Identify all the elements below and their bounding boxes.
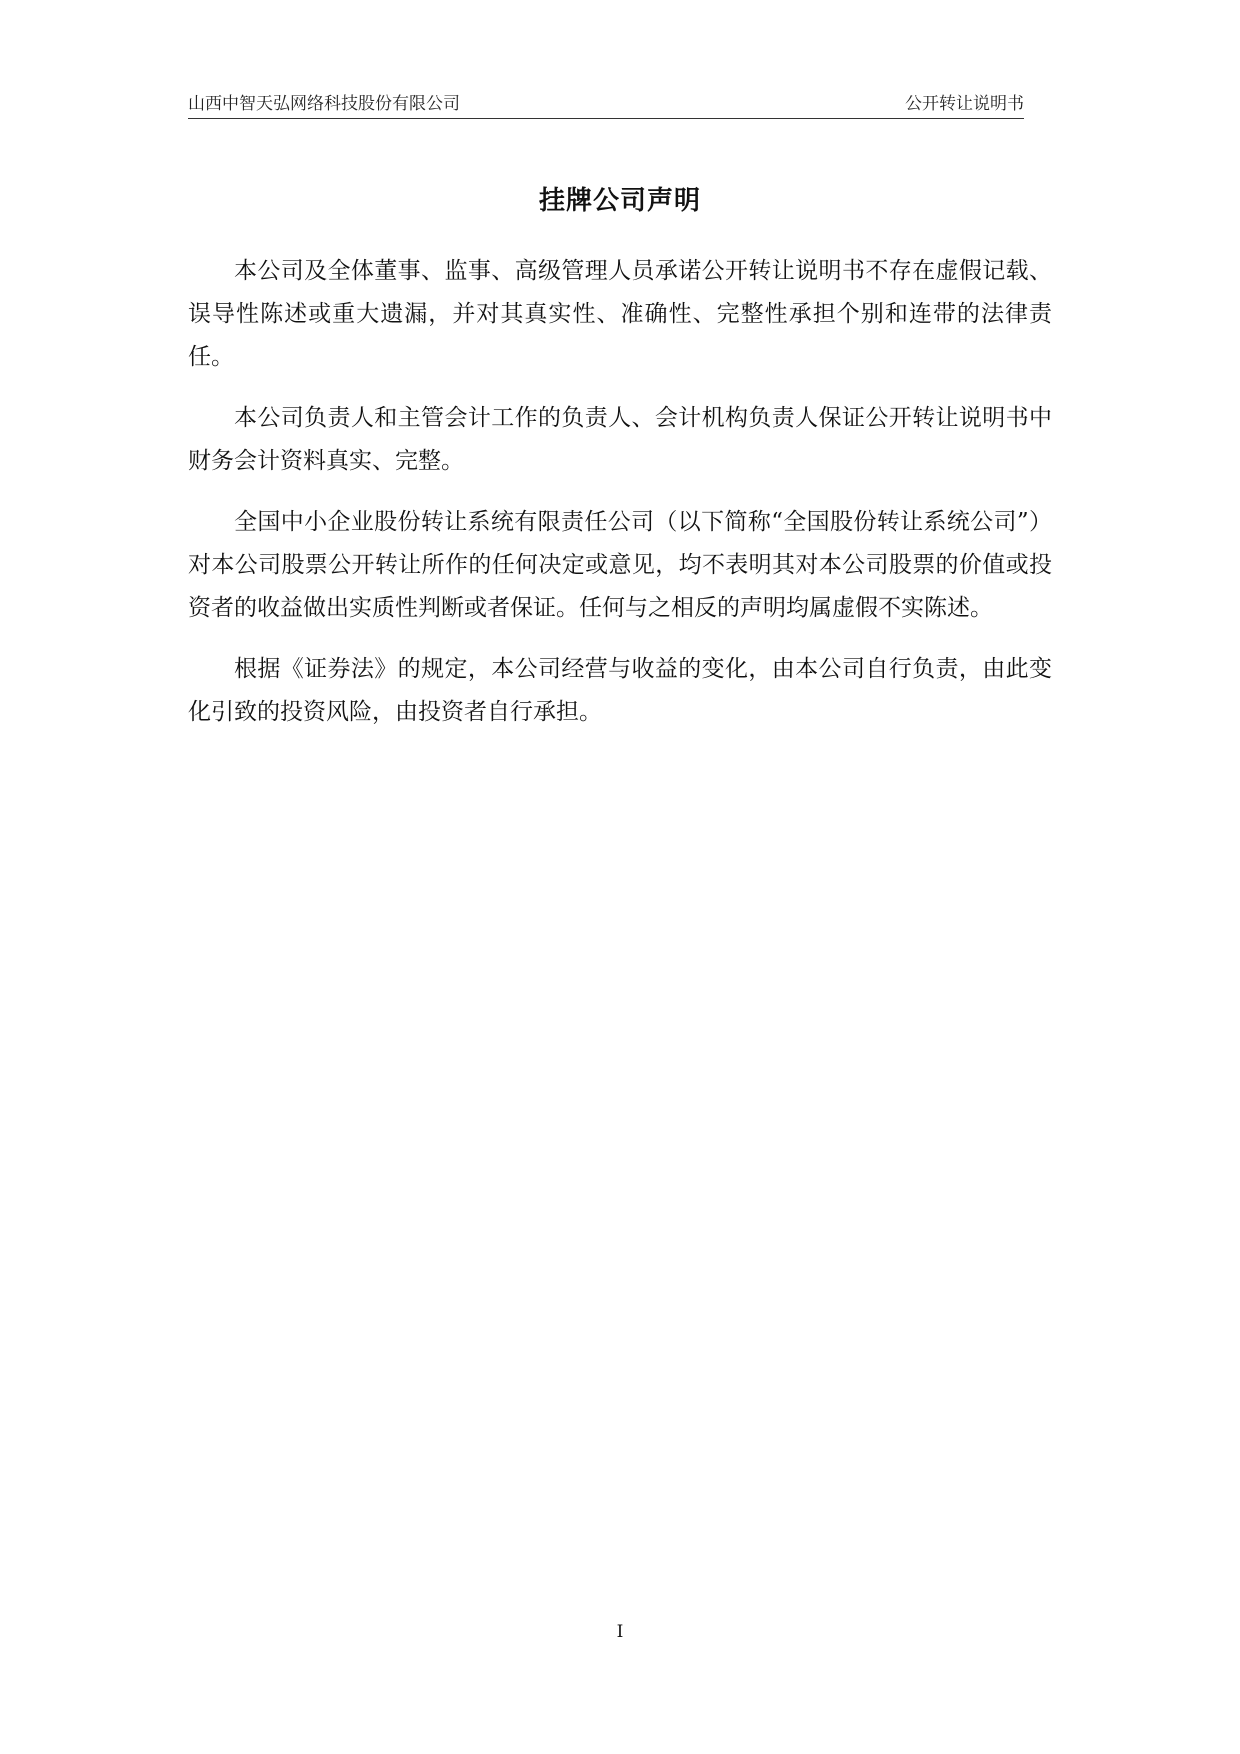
declaration-paragraph-2: 本公司负责人和主管会计工作的负责人、会计机构负责人保证公开转让说明书中财务会计资料真实、完整。: [188, 405, 1052, 474]
declaration-paragraph-1: 本公司及全体董事、监事、高级管理人员承诺公开转让说明书不存在虚假记载、误导性陈述或重大遗漏，并对其真实性、准确性、完整性承担个别和连带的法律责任。: [188, 258, 1052, 370]
page-header: [188, 88, 1024, 119]
declaration-paragraph-3: 全国中小企业股份转让系统有限责任公司（以下简称“全国股份转让系统公司”）对本公司股票公开转让所作的任何决定或意见，均不表明其对本公司股票的价值或投资者的收益做出实质性判断或者保证。任何与之相反的声明均属虚假不实陈述。: [188, 509, 1052, 621]
page-number: I: [616, 1622, 624, 1642]
page-title: 挂牌公司声明: [538, 186, 701, 216]
declaration-body: [188, 250, 1052, 752]
declaration-paragraph-4: 根据《证券法》的规定，本公司经营与收益的变化，由本公司自行负责，由此变化引致的投资风险，由投资者自行承担。: [188, 656, 1052, 725]
header-company-name: 山西中智天弘网络科技股份有限公司: [188, 94, 460, 114]
header-document-type: 公开转让说明书: [905, 94, 1024, 114]
